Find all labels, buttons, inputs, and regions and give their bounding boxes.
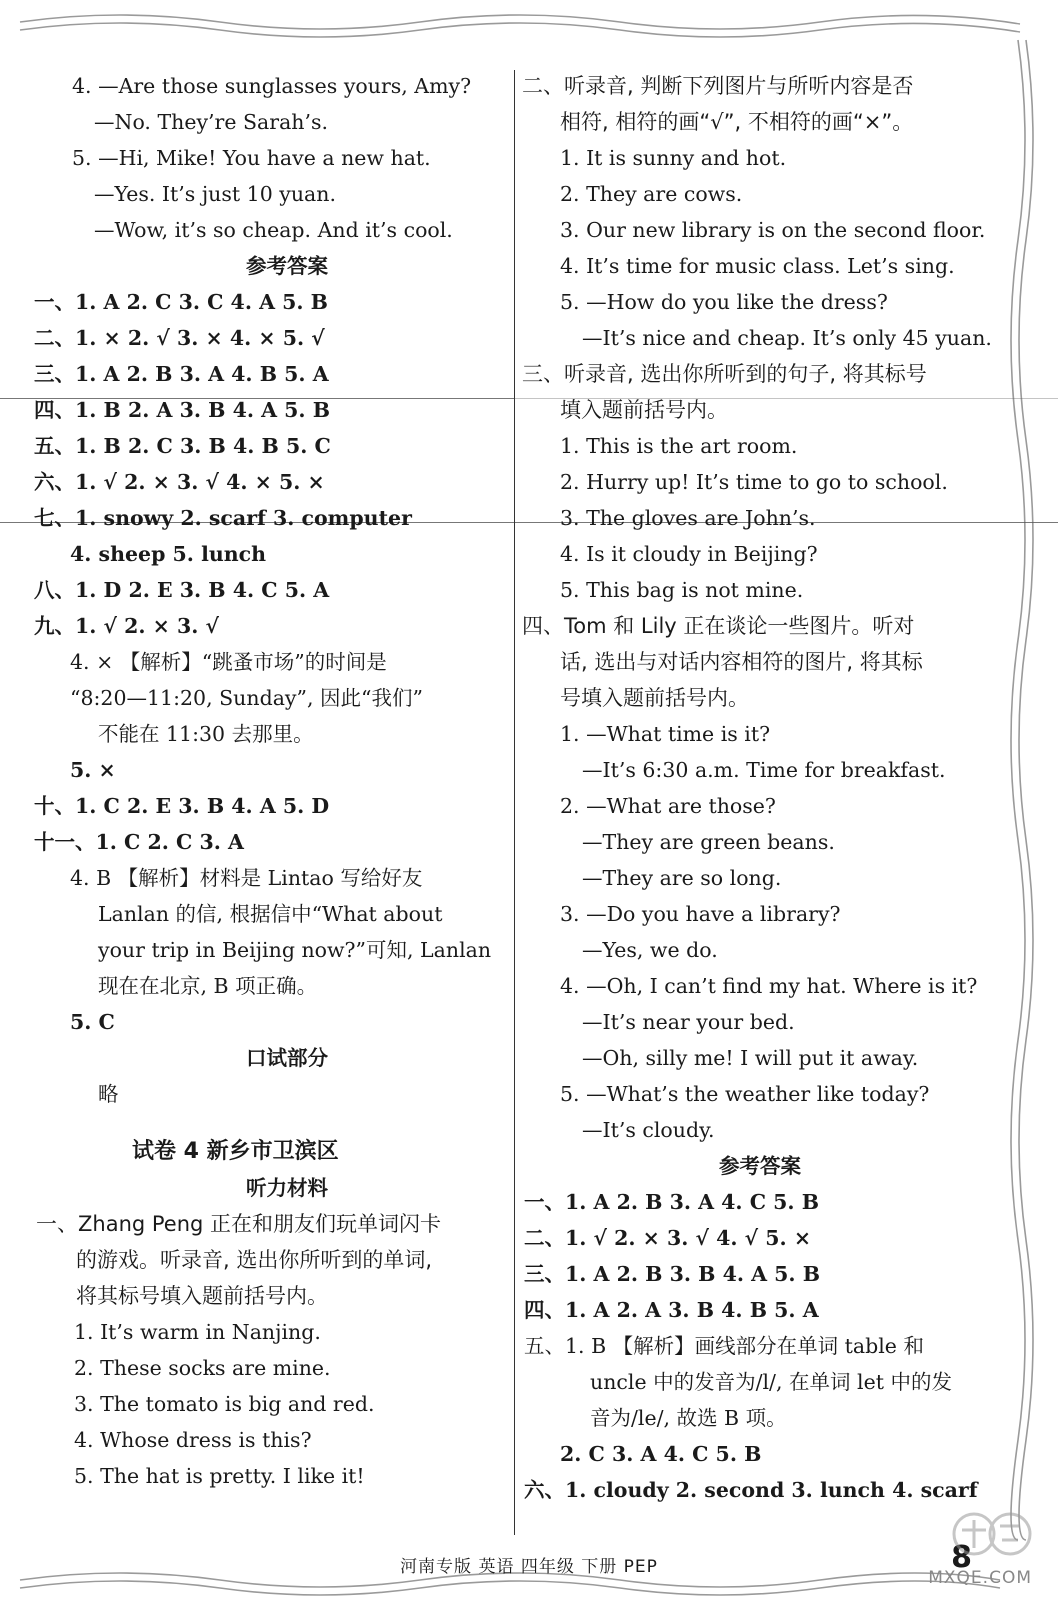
text-line: —It’s nice and cheap. It’s only 45 yuan.: [582, 326, 992, 350]
answer-row: 五、1. B 2. C 3. B 4. B 5. C: [34, 434, 331, 458]
answer-row: 一、1. A 2. B 3. A 4. C 5. B: [524, 1190, 820, 1214]
answer-row: 十、1. C 2. E 3. B 4. A 5. D: [34, 794, 330, 818]
question-heading: 的游戏。听录音, 选出你所听到的单词,: [76, 1248, 433, 1272]
text-line: —No. They’re Sarah’s.: [94, 110, 329, 134]
page-number: 8: [951, 1540, 972, 1575]
explanation-line: 不能在 11:30 去那里。: [98, 722, 314, 746]
text-line: 3. Our new library is on the second floor.: [560, 218, 986, 242]
text-line: 4. —Oh, I can’t find my hat. Where is it?: [560, 974, 978, 998]
explanation-line: “8:20—11:20, Sunday”, 因此“我们”: [70, 686, 423, 710]
question-heading: 填入题前括号内。: [560, 398, 728, 422]
explanation-line: 4. × 【解析】“跳蚤市场”的时间是: [70, 650, 387, 674]
text-line: —Yes, we do.: [582, 938, 718, 962]
answer-row: 二、1. √ 2. × 3. √ 4. √ 5. ×: [524, 1226, 812, 1250]
answer-row: 六、1. cloudy 2. second 3. lunch 4. scarf: [524, 1478, 978, 1502]
text-line: 1. It is sunny and hot.: [560, 146, 787, 170]
question-heading: 一、Zhang Peng 正在和朋友们玩单词闪卡: [36, 1212, 442, 1236]
text-line: 1. This is the art room.: [560, 434, 798, 458]
text-line: —They are green beans.: [582, 830, 835, 854]
answer-row: 4. sheep 5. lunch: [70, 542, 267, 566]
question-heading: 二、听录音, 判断下列图片与所听内容是否: [522, 74, 914, 98]
explanation-line: Lanlan 的信, 根据信中“What about: [98, 902, 443, 926]
text-line: 3. The gloves are John’s.: [560, 506, 816, 530]
question-heading: 四、Tom 和 Lily 正在谈论一些图片。听对: [522, 614, 915, 638]
text-line: 5. This bag is not mine.: [560, 578, 804, 602]
text-line: —It’s cloudy.: [582, 1118, 715, 1142]
text-line: 4. It’s time for music class. Let’s sing.: [560, 254, 955, 278]
text-line: —They are so long.: [582, 866, 782, 890]
question-heading: 话, 选出与对话内容相符的图片, 将其标: [560, 650, 923, 674]
section-heading: 参考答案: [246, 254, 328, 278]
text-line: 5. The hat is pretty. I like it!: [74, 1464, 365, 1488]
answer-row: 三、1. A 2. B 3. B 4. A 5. B: [524, 1262, 821, 1286]
answer-row: 四、1. B 2. A 3. B 4. A 5. B: [34, 398, 331, 422]
text-line: —Yes. It’s just 10 yuan.: [94, 182, 336, 206]
text-line: 略: [98, 1082, 119, 1106]
question-heading: 相符, 相符的画“√”, 不相符的画“×”。: [560, 110, 914, 134]
text-line: —It’s near your bed.: [582, 1010, 795, 1034]
answer-row: 六、1. √ 2. × 3. √ 4. × 5. ×: [34, 470, 325, 494]
test-title: 试卷 4 新乡市卫滨区: [132, 1139, 339, 1164]
explanation-line: uncle 中的发音为/l/, 在单词 let 中的发: [590, 1370, 952, 1394]
question-heading: 三、听录音, 选出你所听到的句子, 将其标号: [522, 362, 927, 386]
text-line: 4. Is it cloudy in Beijing?: [560, 542, 818, 566]
question-heading: 号填入题前括号内。: [560, 686, 749, 710]
text-line: 2. They are cows.: [560, 182, 743, 206]
section-heading: 听力材料: [246, 1176, 328, 1200]
explanation-line: 现在在北京, B 项正确。: [98, 974, 318, 998]
column-divider: [514, 70, 515, 1535]
text-line: 4. Whose dress is this?: [74, 1428, 312, 1452]
text-line: —It’s 6:30 a.m. Time for breakfast.: [582, 758, 946, 782]
text-line: 2. —What are those?: [560, 794, 776, 818]
text-line: 1. It’s warm in Nanjing.: [74, 1320, 321, 1344]
text-line: 5. —What’s the weather like today?: [560, 1082, 930, 1106]
text-line: —Oh, silly me! I will put it away.: [582, 1046, 919, 1070]
section-heading: 口试部分: [246, 1046, 328, 1070]
text-line: 3. —Do you have a library?: [560, 902, 841, 926]
explanation-line: 音为/le/, 故选 B 项。: [590, 1406, 787, 1430]
answer-row: 一、1. A 2. C 3. C 4. A 5. B: [34, 290, 329, 314]
text-line: 5. —How do you like the dress?: [560, 290, 888, 314]
answer-row: 5. C: [70, 1010, 115, 1034]
answer-row: 七、1. snowy 2. scarf 3. computer: [34, 506, 412, 530]
text-line: 5. —Hi, Mike! You have a new hat.: [72, 146, 431, 170]
text-line: 4. —Are those sunglasses yours, Amy?: [72, 74, 472, 98]
answer-row: 二、1. × 2. √ 3. × 4. × 5. √: [34, 326, 325, 350]
section-heading: 参考答案: [719, 1154, 801, 1178]
explanation-line: 五、1. B 【解析】画线部分在单词 table 和: [524, 1334, 924, 1358]
answer-row: 十一、1. C 2. C 3. A: [34, 830, 244, 854]
answer-row: 三、1. A 2. B 3. A 4. B 5. A: [34, 362, 329, 386]
answer-row: 5. ×: [70, 758, 116, 782]
text-line: 3. The tomato is big and red.: [74, 1392, 375, 1416]
explanation-line: 4. B 【解析】材料是 Lintao 写给好友: [70, 866, 423, 890]
answer-row: 八、1. D 2. E 3. B 4. C 5. A: [34, 578, 330, 602]
explanation-line: your trip in Beijing now?”可知, Lanlan: [98, 938, 492, 962]
answer-row: 九、1. √ 2. × 3. √: [34, 614, 220, 638]
answer-row: 四、1. A 2. A 3. B 4. B 5. A: [524, 1298, 819, 1322]
answer-row: 2. C 3. A 4. C 5. B: [560, 1442, 762, 1466]
text-line: 1. —What time is it?: [560, 722, 771, 746]
text-line: —Wow, it’s so cheap. And it’s cool.: [94, 218, 453, 242]
watermark-text: MXQE.COM: [928, 1568, 1032, 1588]
question-heading: 将其标号填入题前括号内。: [76, 1284, 328, 1308]
page-footer: 河南专版 英语 四年级 下册 PEP: [400, 1557, 658, 1577]
text-line: 2. These socks are mine.: [74, 1356, 331, 1380]
text-line: 2. Hurry up! It’s time to go to school.: [560, 470, 948, 494]
